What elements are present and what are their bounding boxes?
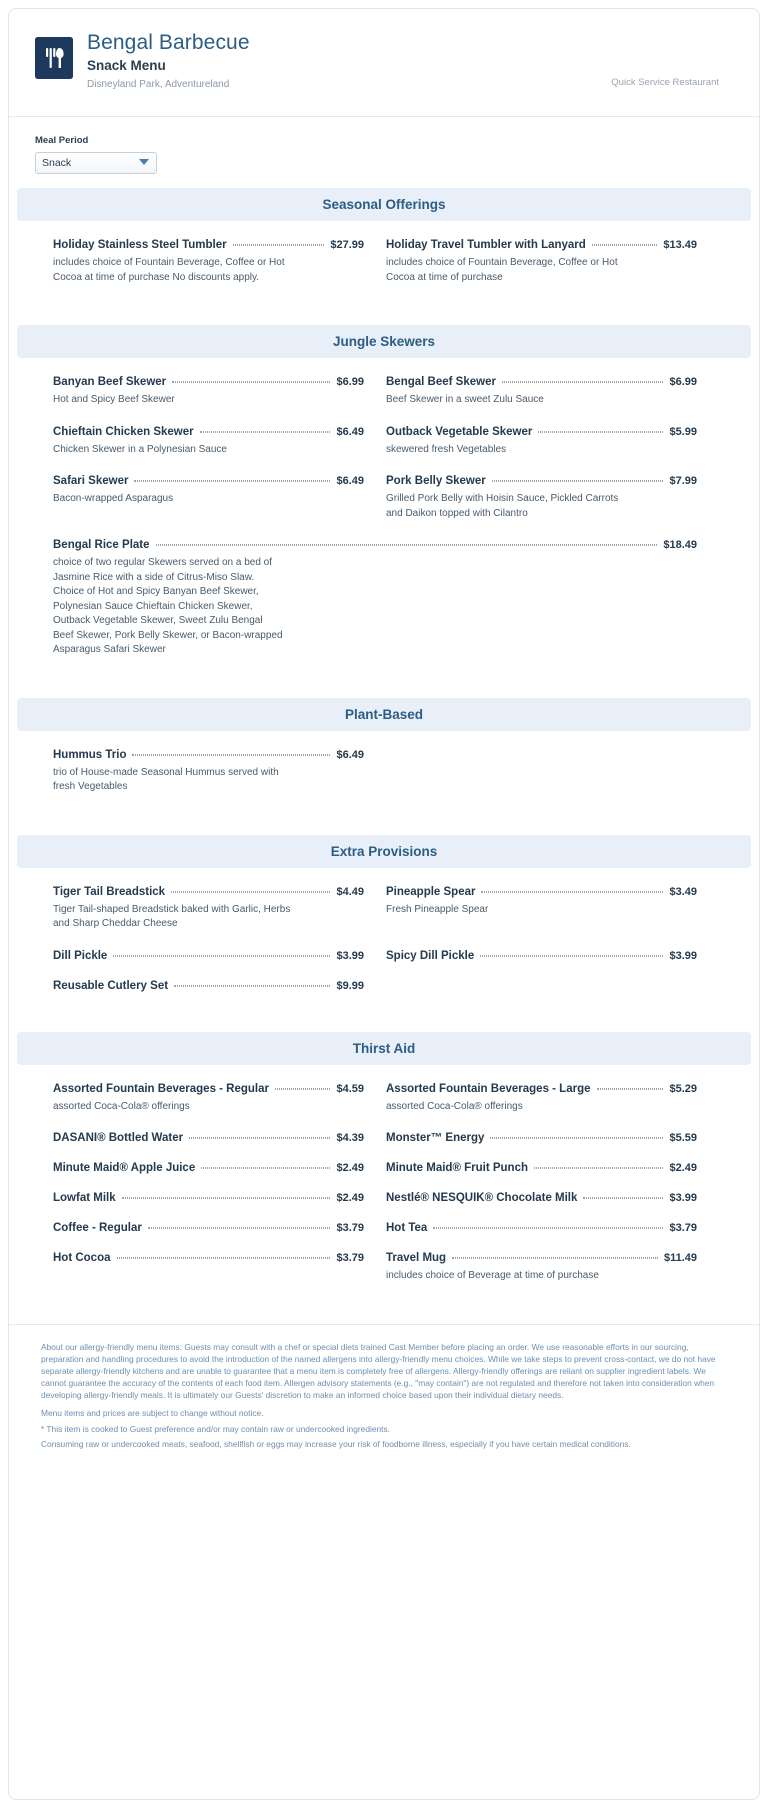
leader-dots [132, 754, 330, 755]
menu-item-line [53, 1252, 364, 1264]
menu-item [386, 1222, 719, 1234]
menu-item-price: $4.49 [336, 885, 364, 898]
menu-item-line [53, 980, 364, 992]
leader-dots [583, 1198, 663, 1199]
leader-dots [200, 431, 331, 432]
menu-item-name: Safari Skewer [53, 475, 129, 487]
leader-dots [148, 1228, 331, 1229]
menu-item-line [386, 1083, 697, 1095]
menu-item-price: $5.29 [669, 1082, 697, 1095]
menu-items-grid [53, 239, 719, 303]
menu-item-name: Hummus Trio [53, 748, 127, 761]
leader-dots [275, 1088, 330, 1089]
leader-dots [480, 955, 663, 956]
menu-item-name: Holiday Stainless Steel Tumbler [53, 239, 227, 251]
menu-item [386, 1162, 719, 1174]
menu-item-description: Fresh Pineapple Spear [386, 903, 489, 915]
menu-item-price: $6.49 [336, 425, 364, 438]
menu-item-line [53, 376, 364, 388]
section-body [9, 731, 759, 835]
leader-dots [534, 1168, 663, 1169]
leader-dots [502, 382, 664, 383]
menu-item-description: skewered fresh Vegetables [386, 443, 507, 455]
menu-item-line [386, 239, 697, 251]
allergy-disclaimer: About our allergy-friendly menu items: Guests may consult with a chef or special diets trained Cast Member before placing an order. We use reasonable efforts in our sourcing, preparation and handling procedures to avoid the introduction of the named allergens into allergy-friendly menu choices. While we take steps to prevent cross-contact, we do not have separate allergy-friendly kitchens and are unable to guarantee that a menu item is completely free of allergens. Allergy-friendly offerings are reliant on supplier ingredient labels. We cannot guarantee the accuracy of the contents of each food item. Allergen advisory statements (e.g., "may contain") are not regulated and therefore not taken into consideration when developing allergy-friendly meals. It is ultimately our Guests' discretion to make an informed choice based upon their individual dietary needs. [41, 1341, 716, 1401]
menu-item-name: Lowfat Milk [53, 1192, 116, 1204]
menu-item-line [53, 475, 364, 487]
menu-item-price: $9.99 [336, 979, 364, 992]
menu-item-name: Assorted Fountain Beverages - Regular [53, 1082, 269, 1095]
menu-item-price: $6.49 [336, 748, 364, 761]
menu-item [386, 1192, 719, 1204]
meal-period-section [9, 117, 759, 188]
menu-item [53, 1222, 386, 1234]
menu-items-grid [53, 886, 719, 1010]
menu-item-price: $6.49 [336, 475, 364, 487]
menu-item-line [53, 239, 364, 251]
leader-dots [201, 1168, 330, 1169]
menu-item [53, 539, 719, 658]
menu-item-price: $3.79 [336, 1252, 364, 1264]
menu-item [53, 1192, 386, 1204]
menu-item-line [386, 475, 697, 487]
menu-item-name: Bengal Rice Plate [53, 539, 150, 551]
menu-item [53, 475, 386, 521]
menu-items-grid [53, 749, 719, 813]
menu-item-price: $6.99 [336, 376, 364, 388]
meal-period-label: Meal Period [35, 135, 89, 146]
menu-item-price: $3.99 [669, 1192, 697, 1204]
leader-dots [538, 431, 663, 432]
asterisk-disclaimer: * This item is cooked to Guest preference and/or may contain raw or undercooked ingredients. [41, 1423, 390, 1434]
section-header: Extra Provisions [17, 835, 751, 868]
leader-dots [174, 985, 330, 986]
menu-item-name: Pork Belly Skewer [386, 475, 486, 487]
menu-item-description: Tiger Tail-shaped Breadstick baked with Garlic, Herbs and Sharp Cheddar Cheese [53, 903, 291, 929]
chevron-down-icon [138, 157, 150, 169]
menu-item-line [386, 1252, 697, 1264]
menu-item [53, 1252, 386, 1284]
leader-dots [134, 481, 330, 482]
menu-item-price: $3.49 [669, 885, 697, 898]
menu-item-name: Holiday Travel Tumbler with Lanyard [386, 239, 586, 251]
leader-dots [172, 382, 330, 383]
menu-item-name: Hot Tea [386, 1222, 428, 1234]
restaurant-location: Disneyland Park, Adventureland [87, 79, 230, 91]
menu-item-price: $5.99 [669, 425, 697, 438]
menu-item-name: Dill Pickle [53, 949, 108, 962]
menu-item-line [53, 749, 364, 761]
leader-dots [156, 545, 658, 546]
leader-dots [189, 1138, 330, 1139]
leader-dots [492, 481, 664, 482]
menu-item [386, 1132, 719, 1144]
leader-dots [481, 891, 663, 892]
menu-card [8, 8, 760, 1800]
menu-item [53, 950, 386, 962]
leader-dots [433, 1228, 663, 1229]
menu-item [53, 1083, 386, 1115]
menu-item-price: $6.99 [669, 376, 697, 388]
leader-dots [490, 1138, 663, 1139]
menu-item-name: Monster™ Energy [386, 1132, 485, 1144]
menu-item-name: Reusable Cutlery Set [53, 979, 169, 992]
menu-item-line [53, 539, 697, 551]
menu-item-price: $18.49 [663, 539, 697, 551]
menu-item-description: Bacon-wrapped Asparagus [53, 493, 174, 504]
menu-item-name: Bengal Beef Skewer [386, 376, 496, 388]
menu-item [386, 239, 719, 285]
menu-item-line [53, 1192, 364, 1204]
leader-dots [452, 1258, 658, 1259]
menu-item-name: Nestlé® NESQUIK® Chocolate Milk [386, 1192, 578, 1204]
menu-item-line [386, 426, 697, 438]
meal-period-select[interactable] [35, 152, 157, 174]
leader-dots [117, 1258, 331, 1259]
raw-food-disclaimer: Consuming raw or undercooked meats, seafood, shellfish or eggs may increase your risk of foodborne illness, especially if you have certain medical conditions. [41, 1438, 631, 1449]
menu-items-grid [53, 376, 719, 676]
menu-item-price: $27.99 [330, 239, 364, 251]
menu-item [386, 886, 719, 932]
menu-item-price: $3.79 [669, 1222, 697, 1234]
leader-dots [233, 245, 325, 246]
leader-dots [592, 245, 658, 246]
leader-dots [113, 955, 330, 956]
menu-item-description: trio of House-made Seasonal Hummus served with fresh Vegetables [53, 766, 279, 792]
menu-item-description: includes choice of Beverage at time of purchase [386, 1270, 599, 1281]
section-body [9, 221, 759, 325]
menu-item-line [53, 1222, 364, 1234]
menu-item-description: Chicken Skewer in a Polynesian Sauce [53, 443, 227, 455]
section-body [9, 1065, 759, 1324]
menu-item-name: Pineapple Spear [386, 885, 476, 898]
menu-item-description: Beef Skewer in a sweet Zulu Sauce [386, 394, 544, 405]
menu-item [386, 475, 719, 521]
menu-item-name: Tiger Tail Breadstick [53, 885, 166, 898]
service-type-label: Quick Service Restaurant [611, 77, 719, 88]
menu-item-description: Hot and Spicy Beef Skewer [53, 394, 175, 405]
menu-item-price: $4.59 [336, 1082, 364, 1095]
menu-item-line [53, 950, 364, 962]
section-body [9, 868, 759, 1032]
menu-item-name: DASANI® Bottled Water [53, 1132, 184, 1144]
menu-item-name: Chieftain Chicken Skewer [53, 425, 194, 438]
menu-item-name: Spicy Dill Pickle [386, 949, 475, 962]
menu-item-name: Minute Maid® Fruit Punch [386, 1162, 528, 1174]
menu-item-description: includes choice of Fountain Beverage, Coffee or Hot Cocoa at time of purchase No discounts apply. [53, 257, 285, 283]
menu-item-line [53, 1083, 364, 1095]
menu-item-price: $11.49 [663, 1252, 697, 1264]
menu-item-price: $3.79 [336, 1222, 364, 1234]
menu-item [386, 426, 719, 458]
menu-item-line [386, 950, 697, 962]
menu-item-line [53, 1132, 364, 1144]
page-title: Bengal Barbecue [87, 31, 250, 54]
menu-item [53, 1162, 386, 1174]
menu-item [386, 376, 719, 408]
menu-item-name: Banyan Beef Skewer [53, 376, 167, 388]
menu-item-name: Travel Mug [386, 1252, 447, 1264]
menu-item-price: $4.39 [336, 1132, 364, 1144]
menu-item-name: Outback Vegetable Skewer [386, 425, 533, 438]
menu-item-name: Assorted Fountain Beverages - Large [386, 1082, 591, 1095]
leader-dots [171, 891, 330, 892]
leader-dots [597, 1088, 664, 1089]
menu-item [53, 749, 386, 795]
section-header: Thirst Aid [17, 1032, 751, 1065]
section-header: Seasonal Offerings [17, 188, 751, 221]
menu-item-line [386, 1132, 697, 1144]
menu-item-description: choice of two regular Skewers served on a bed of Jasmine Rice with a side of Citrus-Miso Slaw. Choice of Hot and Spicy Banyan Beef Skewer, Polynesian Sauce Chieftain Chicken Skewer, Outback Vegetable Skewer, Sweet Zulu Bengal Beef Skewer, Pork Belly Skewer, or Bacon-wrapped Asparagus Safari Skewer [53, 557, 283, 655]
menu-item-description: Grilled Pork Belly with Hoisin Sauce, Pickled Carrots and Daikon topped with Cilantro [386, 493, 619, 519]
menu-item [53, 980, 386, 992]
prices-disclaimer: Menu items and prices are subject to change without notice. [41, 1408, 264, 1419]
menu-item-price: $3.99 [336, 949, 364, 962]
menu-item-line [53, 426, 364, 438]
menu-item-price: $2.49 [336, 1192, 364, 1204]
menu-item-name: Hot Cocoa [53, 1252, 111, 1264]
menu-item [386, 950, 719, 962]
menu-item-price: $13.49 [663, 239, 697, 251]
menu-item-line [386, 1162, 697, 1174]
restaurant-utensils-icon [35, 37, 73, 79]
menu-item [53, 886, 386, 932]
menu-item-description: includes choice of Fountain Beverage, Coffee or Hot Cocoa at time of purchase [386, 257, 618, 283]
menu-item [53, 376, 386, 408]
menu-item-line [386, 886, 697, 898]
menu-item-line [53, 886, 364, 898]
menu-item-price: $2.49 [669, 1162, 697, 1174]
section-header: Plant-Based [17, 698, 751, 731]
menu-item [53, 1132, 386, 1144]
menu-item [386, 1252, 719, 1284]
menu-item-line [386, 1192, 697, 1204]
menu-item [53, 239, 386, 285]
section-header: Jungle Skewers [17, 325, 751, 358]
menu-item-price: $2.49 [336, 1162, 364, 1174]
menu-item-price: $5.59 [669, 1132, 697, 1144]
menu-item-price: $3.99 [669, 949, 697, 962]
menu-item-description: assorted Coca-Cola® offerings [386, 1100, 523, 1112]
menu-item [386, 1083, 719, 1115]
menu-item-price: $7.99 [669, 475, 697, 487]
menu-name: Snack Menu [87, 58, 166, 74]
menu-items-grid [53, 1083, 719, 1302]
menu-item-name: Coffee - Regular [53, 1222, 142, 1234]
menu-item-line [53, 1162, 364, 1174]
menu-sections [9, 188, 759, 1324]
menu-item-name: Minute Maid® Apple Juice [53, 1162, 196, 1174]
menu-item-description: assorted Coca-Cola® offerings [53, 1100, 190, 1112]
menu-item-line [386, 376, 697, 388]
meal-period-selected-value: Snack [42, 157, 72, 169]
menu-item-line [386, 1222, 697, 1234]
menu-footer [9, 1324, 759, 1476]
menu-header [9, 9, 759, 117]
section-body [9, 358, 759, 698]
menu-item [53, 426, 386, 458]
leader-dots [122, 1198, 331, 1199]
